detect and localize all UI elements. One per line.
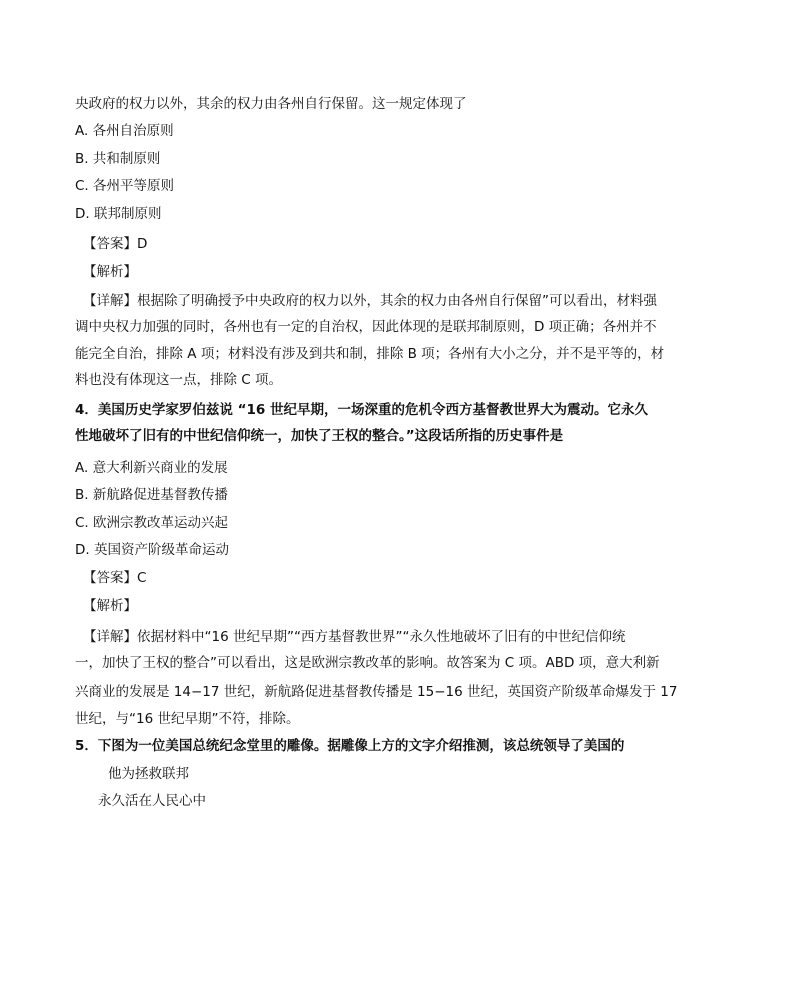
q4-explanation-line-3: 兴商业的发展是 14−17 世纪，新航路促进基督教传播是 15−16 世纪，英国资产阶级革命爆发于 17	[75, 684, 678, 700]
q3-option-c: C. 各州平等原则	[75, 178, 175, 194]
q4-stem-line-2: 性地破坏了旧有的中世纪信仰统一，加快了王权的整合。”这段话所指的历史事件是	[75, 428, 564, 444]
q3-option-a: A. 各州自治原则	[75, 123, 174, 139]
q3-option-d: D. 联邦制原则	[75, 206, 162, 222]
q5-inscription-line-1: 他为拯救联邦	[108, 766, 189, 782]
q3-stem-tail: 央政府的权力以外，其余的权力由各州自行保留。这一规定体现了	[75, 96, 467, 112]
q4-option-b: B. 新航路促进基督教传播	[75, 487, 228, 503]
q4-explanation-line-4: 世纪，与“16 世纪早期”不符，排除。	[75, 711, 300, 727]
q3-explanation-line-1: 【详解】根据除了明确授予中央政府的权力以外，其余的权力由各州自行保留”可以看出，材料强	[83, 293, 657, 309]
q3-explanation-line-4: 料也没有体现这一点，排除 C 项。	[75, 372, 283, 388]
q4-analysis-label: 【解析】	[83, 598, 137, 614]
q4-option-a: A. 意大利新兴商业的发展	[75, 460, 228, 476]
q4-option-c: C. 欧洲宗教改革运动兴起	[75, 515, 229, 531]
q3-explanation-line-2: 调中央权力加强的同时，各州也有一定的自治权，因此体现的是联邦制原则，D 项正确；各州并不	[75, 319, 657, 335]
q4-explanation-line-1: 【详解】依据材料中“16 世纪早期”“西方基督教世界”“永久性地破坏了旧有的中世纪信仰统	[83, 629, 626, 645]
q3-option-b: B. 共和制原则	[75, 151, 161, 167]
q4-answer: 【答案】C	[83, 570, 147, 586]
q3-answer: 【答案】D	[83, 236, 148, 252]
q4-option-d: D. 英国资产阶级革命运动	[75, 542, 229, 558]
q3-explanation-line-3: 能完全自治，排除 A 项；材料没有涉及到共和制，排除 B 项；各州有大小之分，并不是平等的，材	[75, 346, 665, 362]
q4-explanation-line-2: 一，加快了王权的整合”可以看出，这是欧洲宗教改革的影响。故答案为 C 项。ABD 项，意大利新	[75, 655, 660, 671]
q5-stem: 5．下图为一位美国总统纪念堂里的雕像。据雕像上方的文字介绍推测，该总统领导了美国的	[75, 738, 625, 754]
q4-stem-line-1: 4．美国历史学家罗伯兹说 “16 世纪早期，一场深重的危机令西方基督教世界大为震动。它永久	[75, 402, 648, 418]
q5-inscription-line-2: 永久活在人民心中	[98, 793, 206, 809]
q3-analysis-label: 【解析】	[83, 264, 137, 280]
